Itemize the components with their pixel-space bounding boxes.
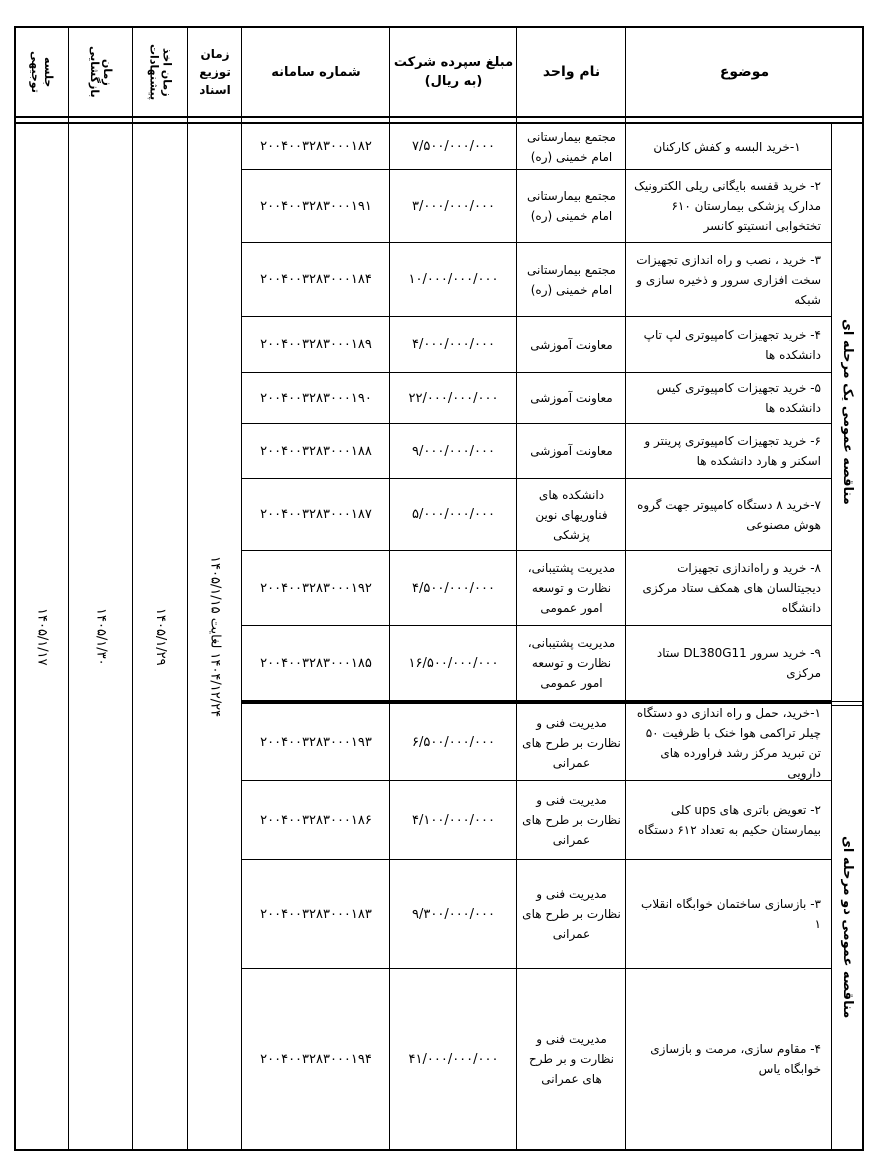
row-12-amount: ۹/۳۰۰/۰۰۰/۰۰۰ [412, 906, 495, 922]
row-10-system-number: ۲۰۰۴۰۰۳۲۸۳۰۰۰۱۹۳ [260, 735, 372, 750]
row-1-system-number: ۲۰۰۴۰۰۳۲۸۳۰۰۰۱۸۲ [260, 139, 372, 154]
header-deadline-line2: پیشنهادات [147, 43, 161, 101]
row-5-subject: ۵- خرید تجهیزات کامپیوتری کیس دانشکده ها [656, 381, 821, 415]
rule [389, 26, 390, 1151]
group-two-stage-text: مناقصه عمومی دو مرحله ای [840, 836, 855, 1019]
header-deposit-line2: (به ریال) [424, 74, 483, 89]
header-distribution-line1: زمان [200, 47, 230, 61]
row-13-system-number: ۲۰۰۴۰۰۳۲۸۳۰۰۰۱۹۴ [260, 1051, 372, 1067]
header-session-line2: توجیهی [29, 51, 42, 93]
shared-session [16, 124, 68, 1149]
row-2-amount: ۳/۰۰۰/۰۰۰/۰۰۰ [412, 198, 495, 214]
row-13-amount: ۴۱/۰۰۰/۰۰۰/۰۰۰ [408, 1051, 499, 1067]
row-8-system-number: ۲۰۰۴۰۰۳۲۸۳۰۰۰۱۹۲ [260, 580, 372, 596]
rule [187, 26, 188, 1151]
header-opening-text [88, 46, 114, 98]
rule [625, 26, 626, 1151]
shared-opening-text: ۱۴۰۵/۱/۳۰ [93, 607, 109, 666]
row-12-subject: ۳- بازسازی ساختمان خوابگاه انقلاب ۱ [641, 897, 821, 931]
row-3-amount: ۱۰/۰۰۰/۰۰۰/۰۰۰ [408, 272, 499, 287]
rule [241, 169, 831, 170]
header-distribution-line2: توزیع [199, 65, 231, 79]
header-system-number: شماره سامانه [271, 64, 361, 80]
row-10-amount: ۶/۵۰۰/۰۰۰/۰۰۰ [412, 735, 495, 750]
row-2-subject: ۲- خرید قفسه بایگانی ریلی الکترونیک مدارک پزشکی بیمارستان ۶۱۰ تختخوابی انستیتو کانسر [634, 179, 821, 233]
shared-opening [70, 124, 132, 1149]
rule [241, 26, 242, 1151]
row-5-amount: ۲۲/۰۰۰/۰۰۰/۰۰۰ [408, 390, 499, 406]
header-deadline [134, 28, 187, 116]
shared-distribution [189, 124, 241, 1149]
rule [241, 968, 831, 969]
shared-deadline-text: ۱۴۰۵/۱/۲۹ [153, 607, 168, 666]
rule [241, 700, 831, 704]
row-7-system-number: ۲۰۰۴۰۰۳۲۸۳۰۰۰۱۸۷ [260, 507, 372, 522]
row-3-system-number: ۲۰۰۴۰۰۳۲۸۳۰۰۰۱۸۴ [260, 272, 372, 287]
rule [516, 26, 517, 1151]
row-8-subject: ۸- خرید و راه‌اندازی تجهیزات دیجیتالسان های همکف ستاد مرکزی دانشگاه [642, 561, 821, 615]
row-13-unit: مدیریت فنی و نظارت و بر طرح های عمرانی [528, 1032, 615, 1086]
row-3-subject: ۳- خرید ، نصب و راه اندازی تجهیزات سخت افزاری سرور و ذخیره سازی و شبکه [636, 252, 821, 307]
rule [241, 780, 831, 781]
row-2-unit: مجتمع بیمارستانی امام خمینی (ره) [527, 189, 616, 223]
row-10-unit: مدیریت فنی و نظارت بر طرح های عمرانی [522, 715, 621, 770]
rule [241, 372, 831, 373]
rule [831, 122, 832, 1151]
row-6-amount: ۹/۰۰۰/۰۰۰/۰۰۰ [412, 443, 495, 459]
shared-distribution-text: ۱۴۰۴/۱۲/۲۴ لغایت ۱۴۰۵/۱/۱۵ [207, 555, 223, 718]
row-4-unit: معاونت آموزشی [530, 337, 613, 352]
rule [241, 859, 831, 860]
row-9-amount: ۱۶/۵۰۰/۰۰۰/۰۰۰ [408, 655, 499, 671]
rule [831, 701, 864, 702]
row-12-unit: مدیریت فنی و نظارت بر طرح های عمرانی [522, 887, 621, 941]
row-5-system-number: ۲۰۰۴۰۰۳۲۸۳۰۰۰۱۹۰ [260, 390, 372, 406]
row-12-system-number: ۲۰۰۴۰۰۳۲۸۳۰۰۰۱۸۳ [260, 906, 372, 922]
header-subject: موضوع [719, 64, 770, 80]
row-9-subject: ۹- خرید سرور DL380G11 ستاد مرکزی [656, 646, 821, 680]
row-5-unit: معاونت آموزشی [530, 391, 613, 405]
rule [241, 316, 831, 317]
rule [68, 26, 69, 1151]
group-label-one-stage [833, 124, 862, 700]
row-9-system-number: ۲۰۰۴۰۰۳۲۸۳۰۰۰۱۸۵ [260, 655, 372, 671]
rule [862, 26, 864, 1151]
row-1-subject: ۱-خرید البسه و کفش کارکنان [653, 139, 801, 154]
header-distribution-line3: اسناد [199, 83, 231, 97]
rule [241, 423, 831, 424]
shared-session-text: ۱۴۰۵/۱/۱۷ [34, 607, 50, 666]
row-11-system-number: ۲۰۰۴۰۰۳۲۸۳۰۰۰۱۸۶ [260, 812, 372, 828]
row-6-subject: ۶- خرید تجهیزات کامپیوتری پرینتر و اسکنر و هارد دانشکده ها [644, 434, 821, 468]
row-8-amount: ۴/۵۰۰/۰۰۰/۰۰۰ [412, 580, 495, 596]
row-1-amount: ۷/۵۰۰/۰۰۰/۰۰۰ [412, 139, 495, 154]
row-4-amount: ۴/۰۰۰/۰۰۰/۰۰۰ [412, 337, 495, 352]
header-opening [70, 28, 132, 116]
header-distribution [189, 28, 241, 116]
header-opening-line2: بازگشایی [88, 46, 101, 98]
row-13-subject: ۴- مقاوم سازی، مرمت و بازسازی خوابگاه یاس [650, 1042, 821, 1076]
row-6-unit: معاونت آموزشی [530, 444, 613, 458]
row-8-unit: مدیریت پشتیبانی، نظارت و توسعه امور عمومی [527, 561, 616, 615]
header-session-text [29, 51, 55, 93]
header-unit: نام واحد [542, 64, 601, 80]
rule [14, 122, 864, 124]
rule [831, 705, 864, 706]
rule [241, 625, 831, 626]
rule [14, 26, 864, 28]
row-7-amount: ۵/۰۰۰/۰۰۰/۰۰۰ [412, 507, 495, 522]
row-1-unit: مجتمع بیمارستانی امام خمینی (ره) [527, 129, 616, 164]
rule [241, 478, 831, 479]
header-deadline-text [148, 44, 174, 100]
row-3-unit: مجتمع بیمارستانی امام خمینی (ره) [527, 262, 616, 297]
header-deadline-line1: زمان اخذ [160, 47, 174, 97]
row-2-system-number: ۲۰۰۴۰۰۳۲۸۳۰۰۰۱۹۱ [260, 198, 372, 214]
row-10-subject: ۱-خرید، حمل و راه اندازی دو دستگاه چیلر تراکمی هوا خنک با ظرفیت ۵۰ تن تبرید مرکز رشد فراورده های دارویی [636, 705, 821, 780]
row-9-unit: مدیریت پشتیبانی، نظارت و توسعه امور عمومی [527, 636, 616, 690]
group-one-stage-text: مناقصه عمومی یک مرحله ای [840, 319, 855, 505]
header-opening-line1: زمان [101, 58, 114, 86]
row-11-unit: مدیریت فنی و نظارت بر طرح های عمرانی [522, 793, 621, 847]
rule [241, 550, 831, 551]
row-4-subject: ۴- خرید تجهیزات کامپیوتری لپ تاپ دانشکده ها [643, 327, 821, 362]
row-7-subject: ۷-خرید ۸ دستگاه کامپیوتر جهت گروه هوش مصنوعی [637, 497, 821, 532]
rule [14, 1149, 864, 1151]
rule [14, 26, 16, 1151]
header-deposit-line1: مبلغ سپرده شرکت [393, 55, 514, 70]
row-4-system-number: ۲۰۰۴۰۰۳۲۸۳۰۰۰۱۸۹ [260, 337, 372, 352]
header-session-line1: جلسه [42, 56, 55, 88]
group-label-two-stage [833, 706, 862, 1149]
header-deposit [391, 28, 516, 116]
row-11-amount: ۴/۱۰۰/۰۰۰/۰۰۰ [412, 812, 495, 828]
rule [14, 116, 864, 118]
rule [132, 26, 133, 1151]
row-11-subject: ۲- تعویض باتری های ups کلی بیمارستان حکیم به تعداد ۶۱۲ دستگاه [637, 803, 821, 837]
row-6-system-number: ۲۰۰۴۰۰۳۲۸۳۰۰۰۱۸۸ [260, 443, 372, 459]
header-session [16, 28, 68, 116]
row-7-unit: دانشکده های فناوریهای نوین پزشکی [535, 487, 608, 542]
shared-deadline [134, 124, 187, 1149]
rule [241, 242, 831, 243]
